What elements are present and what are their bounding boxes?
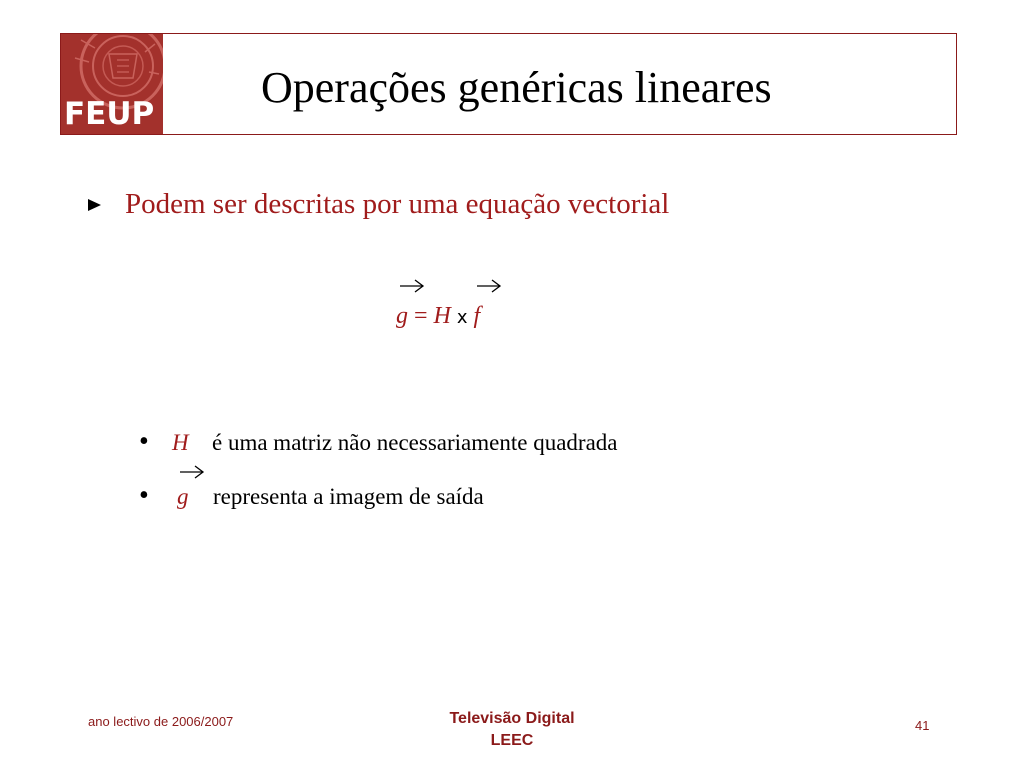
sub-bullet-text: é uma matriz não necessariamente quadrada: [212, 430, 618, 455]
sub-bullet-dot: •: [139, 426, 149, 457]
logo-text: FEUP: [64, 96, 155, 132]
equation-matrix: H: [433, 303, 451, 329]
footer-course-title: Televisão Digital: [449, 710, 575, 727]
footer-course: [412, 708, 612, 752]
times-operator: x: [456, 307, 468, 328]
equation-lhs: g: [396, 303, 408, 329]
vector-g: [396, 303, 408, 330]
vector-equation: [396, 303, 480, 330]
feup-logo: [61, 34, 163, 134]
sub-bullet-dot: •: [139, 480, 149, 511]
sub-bullet-text: representa a imagem de saída: [213, 484, 484, 509]
slide-title: Operações genéricas lineares: [261, 63, 772, 112]
vector-arrow-icon: [399, 279, 425, 293]
page-number: 41: [915, 718, 930, 733]
vector-arrow-icon: [476, 279, 502, 293]
header-box: [60, 33, 957, 135]
triangle-bullet-icon: [88, 199, 101, 211]
sub-bullet-symbol-text: g: [177, 484, 189, 509]
equation-rhs: f: [473, 303, 481, 329]
vector-arrow-icon: [179, 465, 205, 479]
vector-f: [474, 303, 481, 330]
equals-sign: =: [414, 303, 428, 329]
main-bullet-text: Podem ser descritas por uma equação vectorial: [125, 188, 670, 220]
footer-course-code: LEEC: [490, 732, 534, 749]
footer-academic-year: ano lectivo de 2006/2007: [88, 714, 234, 729]
sub-bullet-symbol: [177, 484, 189, 510]
sub-bullet-symbol: H: [172, 430, 189, 455]
